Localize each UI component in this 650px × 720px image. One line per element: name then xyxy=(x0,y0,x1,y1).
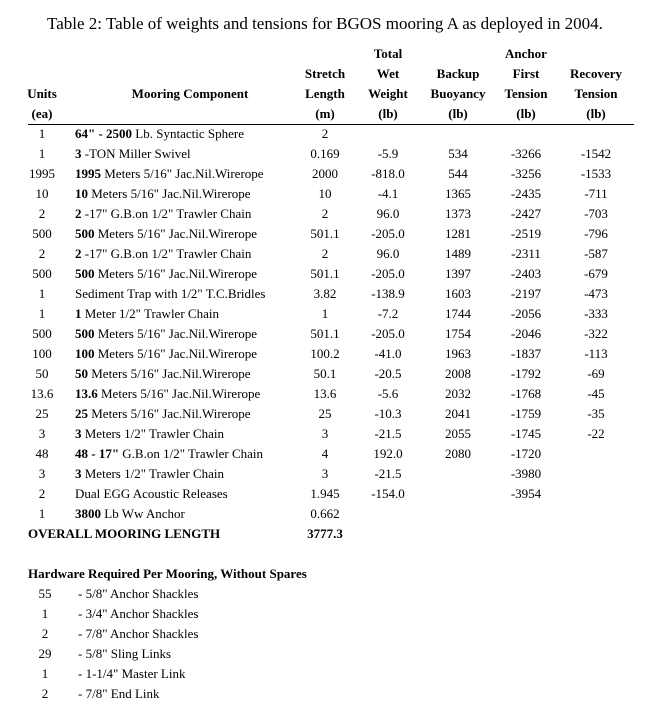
wet-weight-cell: 192.0 xyxy=(373,446,403,461)
length-cell: 10 xyxy=(318,186,332,201)
component-cell xyxy=(75,384,260,404)
total-row xyxy=(0,524,650,544)
header-wet-3: Weight xyxy=(368,86,408,101)
buoyancy-cell: 1754 xyxy=(445,326,471,341)
component-quantity: 100 xyxy=(75,346,95,361)
table-row xyxy=(0,224,650,244)
table-row xyxy=(0,424,650,444)
buoyancy-cell: 1281 xyxy=(445,226,471,241)
component-desc: Meters 5/16" Jac.Nil.Wirerope xyxy=(101,166,264,181)
buoyancy-cell: 1744 xyxy=(445,306,471,321)
recovery-tension-cell: -35 xyxy=(587,406,605,421)
component-cell xyxy=(75,244,251,264)
anchor-tension-cell: -3266 xyxy=(510,146,542,161)
component-cell xyxy=(75,444,263,464)
component-cell xyxy=(75,324,257,344)
wet-weight-cell: -818.0 xyxy=(371,166,405,181)
hardware-title: Hardware Required Per Mooring, Without Spares xyxy=(28,566,307,581)
length-cell: 2000 xyxy=(312,166,338,181)
units-cell: 3 xyxy=(38,466,46,481)
recovery-tension-cell: -473 xyxy=(584,286,608,301)
component-desc: Meter 1/2" Trawler Chain xyxy=(81,306,219,321)
component-cell xyxy=(75,264,257,284)
component-desc: -17" G.B.on 1/2" Trawler Chain xyxy=(81,206,252,221)
component-desc: Meters 1/2" Trawler Chain xyxy=(81,426,225,441)
units-cell: 50 xyxy=(35,366,49,381)
wet-weight-cell: -7.2 xyxy=(377,306,399,321)
component-cell xyxy=(75,144,191,164)
header-buoy-2: Buoyancy xyxy=(430,86,486,101)
wet-weight-cell: 96.0 xyxy=(376,206,400,221)
units-cell: 2 xyxy=(38,246,46,261)
anchor-tension-cell: -1837 xyxy=(510,346,542,361)
hardware-item xyxy=(0,644,650,664)
component-cell xyxy=(75,164,264,184)
recovery-tension-cell: -703 xyxy=(584,206,608,221)
anchor-tension-cell: -2519 xyxy=(510,226,542,241)
component-cell xyxy=(75,404,251,424)
header-anchor-3: Tension xyxy=(504,86,548,101)
buoyancy-cell: 1373 xyxy=(445,206,471,221)
units-cell: 1 xyxy=(38,506,46,521)
length-cell: 13.6 xyxy=(313,386,337,401)
header-anchor-4: (lb) xyxy=(516,106,536,121)
table-title: Table 2: Table of weights and tensions for BGOS mooring A as deployed in 2004. xyxy=(47,14,603,33)
component-quantity: 50 xyxy=(75,366,88,381)
units-cell: 1995 xyxy=(29,166,55,181)
header-anchor-2: First xyxy=(512,66,540,81)
buoyancy-cell: 1489 xyxy=(445,246,471,261)
component-desc: Lb. Syntactic Sphere xyxy=(132,126,244,141)
component-desc: G.B.on 1/2" Trawler Chain xyxy=(119,446,264,461)
component-desc: Lb Ww Anchor xyxy=(101,506,185,521)
total-value: 3777.3 xyxy=(307,526,343,541)
anchor-tension-cell: -2197 xyxy=(510,286,542,301)
length-cell: 2 xyxy=(321,126,329,141)
component-quantity: 25 xyxy=(75,406,88,421)
table-row xyxy=(0,504,650,524)
table-row xyxy=(0,164,650,184)
units-cell: 3 xyxy=(38,426,46,441)
units-cell: 100 xyxy=(32,346,52,361)
wet-weight-cell: -41.0 xyxy=(374,346,402,361)
total-label: OVERALL MOORING LENGTH xyxy=(28,526,221,541)
buoyancy-cell: 1603 xyxy=(445,286,471,301)
table-row xyxy=(0,204,650,224)
buoyancy-cell: 2041 xyxy=(445,406,471,421)
buoyancy-cell: 2055 xyxy=(445,426,471,441)
table-row xyxy=(0,364,650,384)
buoyancy-cell: 2032 xyxy=(445,386,471,401)
length-cell: 2 xyxy=(321,246,329,261)
hardware-desc: - 7/8" End Link xyxy=(78,686,160,701)
component-desc: Sediment Trap with 1/2" T.C.Bridles xyxy=(75,286,266,301)
component-cell xyxy=(75,304,219,324)
recovery-tension-cell: -322 xyxy=(584,326,608,341)
recovery-tension-cell: -587 xyxy=(584,246,608,261)
recovery-tension-cell: -333 xyxy=(584,306,608,321)
component-cell xyxy=(75,464,224,484)
table-row xyxy=(0,304,650,324)
hardware-qty: 2 xyxy=(41,686,49,701)
table-row xyxy=(0,184,650,204)
header-length-3: (m) xyxy=(315,106,335,121)
anchor-tension-cell: -2046 xyxy=(510,326,542,341)
component-quantity: 13.6 xyxy=(75,386,98,401)
header-recovery-2: Tension xyxy=(574,86,618,101)
recovery-tension-cell: -1533 xyxy=(580,166,612,181)
buoyancy-cell: 534 xyxy=(448,146,468,161)
length-cell: 3.82 xyxy=(313,286,337,301)
units-cell: 1 xyxy=(38,146,46,161)
anchor-tension-cell: -1759 xyxy=(510,406,542,421)
component-cell xyxy=(75,124,244,144)
table-row xyxy=(0,124,650,144)
length-cell: 50.1 xyxy=(313,366,337,381)
anchor-tension-cell: -3256 xyxy=(510,166,542,181)
units-cell: 48 xyxy=(35,446,49,461)
header-anchor-1: Anchor xyxy=(505,46,547,61)
hardware-item xyxy=(0,664,650,684)
table-row xyxy=(0,144,650,164)
header-length-1: Stretch xyxy=(304,66,346,81)
component-cell xyxy=(75,504,185,524)
hardware-desc: - 3/4" Anchor Shackles xyxy=(78,606,199,621)
recovery-tension-cell: -796 xyxy=(584,226,608,241)
header-buoy-1: Backup xyxy=(436,66,480,81)
units-cell: 13.6 xyxy=(30,386,54,401)
component-desc: Meters 5/16" Jac.Nil.Wirerope xyxy=(94,226,258,241)
component-quantity: 2 xyxy=(75,206,82,221)
anchor-tension-cell: -3954 xyxy=(510,486,542,501)
table-row xyxy=(0,404,650,424)
hardware-desc: - 5/8" Sling Links xyxy=(78,646,172,661)
table-row xyxy=(0,284,650,304)
component-cell xyxy=(75,224,257,244)
table-body xyxy=(0,124,650,544)
recovery-tension-cell: -113 xyxy=(584,346,608,361)
wet-weight-cell: -205.0 xyxy=(371,226,405,241)
units-cell: 25 xyxy=(35,406,49,421)
units-cell: 1 xyxy=(38,286,46,301)
component-quantity: 3800 xyxy=(75,506,101,521)
component-desc: Meters 5/16" Jac.Nil.Wirerope xyxy=(97,386,261,401)
buoyancy-cell: 544 xyxy=(448,166,468,181)
table-row xyxy=(0,384,650,404)
component-desc: -TON Miller Swivel xyxy=(81,146,191,161)
anchor-tension-cell: -1720 xyxy=(510,446,542,461)
hardware-list xyxy=(0,584,650,704)
component-quantity: 500 xyxy=(75,266,95,281)
length-cell: 4 xyxy=(321,446,329,461)
wet-weight-cell: -154.0 xyxy=(371,486,405,501)
hardware-desc: - 5/8" Anchor Shackles xyxy=(78,586,199,601)
hardware-item xyxy=(0,604,650,624)
recovery-tension-cell: -22 xyxy=(587,426,605,441)
table-row xyxy=(0,244,650,264)
component-desc: Dual EGG Acoustic Releases xyxy=(75,486,228,501)
buoyancy-cell: 1365 xyxy=(445,186,471,201)
length-cell: 1.945 xyxy=(310,486,340,501)
buoyancy-cell: 2080 xyxy=(445,446,471,461)
component-quantity: 1 xyxy=(75,306,82,321)
wet-weight-cell: -205.0 xyxy=(371,326,405,341)
component-quantity: 3 xyxy=(75,146,82,161)
component-quantity: 3 xyxy=(75,466,82,481)
anchor-tension-cell: -1745 xyxy=(510,426,542,441)
wet-weight-cell: -4.1 xyxy=(377,186,399,201)
component-desc: Meters 1/2" Trawler Chain xyxy=(81,466,225,481)
units-cell: 500 xyxy=(32,266,52,281)
wet-weight-cell: -21.5 xyxy=(374,426,402,441)
header-recovery-3: (lb) xyxy=(586,106,606,121)
length-cell: 501.1 xyxy=(310,266,340,281)
component-quantity: 3 xyxy=(75,426,82,441)
length-cell: 25 xyxy=(318,406,332,421)
table-row xyxy=(0,464,650,484)
length-cell: 3 xyxy=(321,466,329,481)
table-row xyxy=(0,264,650,284)
hardware-item xyxy=(0,584,650,604)
table-row xyxy=(0,344,650,364)
buoyancy-cell: 1963 xyxy=(445,346,471,361)
anchor-tension-cell: -1792 xyxy=(510,366,542,381)
hardware-qty: 1 xyxy=(41,606,49,621)
component-cell xyxy=(75,424,224,444)
component-cell xyxy=(75,484,228,504)
length-cell: 3 xyxy=(321,426,329,441)
header-buoy-3: (lb) xyxy=(448,106,468,121)
component-quantity: 2 xyxy=(75,246,82,261)
anchor-tension-cell: -2427 xyxy=(510,206,542,221)
wet-weight-cell: -205.0 xyxy=(371,266,405,281)
units-cell: 500 xyxy=(32,226,52,241)
buoyancy-cell: 1397 xyxy=(445,266,471,281)
wet-weight-cell: -10.3 xyxy=(374,406,402,421)
length-cell: 2 xyxy=(321,206,329,221)
length-cell: 0.662 xyxy=(310,506,340,521)
header-length-2: Length xyxy=(305,86,345,101)
component-quantity: 500 xyxy=(75,226,95,241)
recovery-tension-cell: -711 xyxy=(584,186,608,201)
component-quantity: 48 - 17" xyxy=(75,446,120,461)
length-cell: 501.1 xyxy=(310,226,340,241)
hardware-desc: - 7/8" Anchor Shackles xyxy=(78,626,199,641)
anchor-tension-cell: -2056 xyxy=(510,306,542,321)
wet-weight-cell: -20.5 xyxy=(374,366,402,381)
hardware-item xyxy=(0,624,650,644)
header-units-2: (ea) xyxy=(31,106,53,121)
recovery-tension-cell: -1542 xyxy=(580,146,612,161)
wet-weight-cell: -138.9 xyxy=(371,286,405,301)
units-cell: 2 xyxy=(38,486,46,501)
hardware-qty: 2 xyxy=(41,626,49,641)
component-cell xyxy=(75,284,265,304)
wet-weight-cell: -21.5 xyxy=(374,466,402,481)
units-cell: 1 xyxy=(38,126,46,141)
component-cell xyxy=(75,204,251,224)
wet-weight-cell: -5.9 xyxy=(377,146,399,161)
recovery-tension-cell: -679 xyxy=(584,266,608,281)
header-recovery-1: Recovery xyxy=(570,66,622,81)
units-cell: 2 xyxy=(38,206,46,221)
recovery-tension-cell: -69 xyxy=(587,366,605,381)
component-quantity: 500 xyxy=(75,326,95,341)
component-cell xyxy=(75,364,251,384)
hardware-desc: - 1-1/4" Master Link xyxy=(78,666,186,681)
component-quantity: 10 xyxy=(75,186,88,201)
header-wet-1: Total xyxy=(373,46,403,61)
table-row xyxy=(0,444,650,464)
component-quantity: 1995 xyxy=(75,166,101,181)
hardware-item xyxy=(0,684,650,704)
hardware-qty: 1 xyxy=(41,666,49,681)
component-quantity: 64" - 2500 xyxy=(75,126,133,141)
length-cell: 100.2 xyxy=(310,346,340,361)
header-units-1: Units xyxy=(27,86,57,101)
component-desc: Meters 5/16" Jac.Nil.Wirerope xyxy=(94,346,258,361)
units-cell: 1 xyxy=(38,306,46,321)
units-cell: 10 xyxy=(35,186,49,201)
component-cell xyxy=(75,184,251,204)
anchor-tension-cell: -2403 xyxy=(510,266,542,281)
length-cell: 0.169 xyxy=(310,146,340,161)
component-desc: Meters 5/16" Jac.Nil.Wirerope xyxy=(94,266,258,281)
table-row xyxy=(0,324,650,344)
wet-weight-cell: -5.6 xyxy=(377,386,399,401)
hardware-qty: 29 xyxy=(38,646,52,661)
wet-weight-cell: 96.0 xyxy=(376,246,400,261)
recovery-tension-cell: -45 xyxy=(587,386,605,401)
component-desc: Meters 5/16" Jac.Nil.Wirerope xyxy=(88,366,251,381)
anchor-tension-cell: -2311 xyxy=(511,246,541,261)
component-cell xyxy=(75,344,257,364)
header-wet-4: (lb) xyxy=(378,106,398,121)
anchor-tension-cell: -2435 xyxy=(510,186,542,201)
hardware-qty: 55 xyxy=(38,586,52,601)
header-wet-2: Wet xyxy=(376,66,400,81)
component-desc: Meters 5/16" Jac.Nil.Wirerope xyxy=(94,326,258,341)
component-desc: -17" G.B.on 1/2" Trawler Chain xyxy=(81,246,252,261)
anchor-tension-cell: -1768 xyxy=(510,386,542,401)
anchor-tension-cell: -3980 xyxy=(510,466,542,481)
table-row xyxy=(0,484,650,504)
component-desc: Meters 5/16" Jac.Nil.Wirerope xyxy=(88,406,251,421)
units-cell: 500 xyxy=(32,326,52,341)
header-component: Mooring Component xyxy=(131,86,249,101)
length-cell: 1 xyxy=(321,306,329,321)
buoyancy-cell: 2008 xyxy=(445,366,471,381)
component-desc: Meters 5/16" Jac.Nil.Wirerope xyxy=(88,186,251,201)
length-cell: 501.1 xyxy=(310,326,340,341)
